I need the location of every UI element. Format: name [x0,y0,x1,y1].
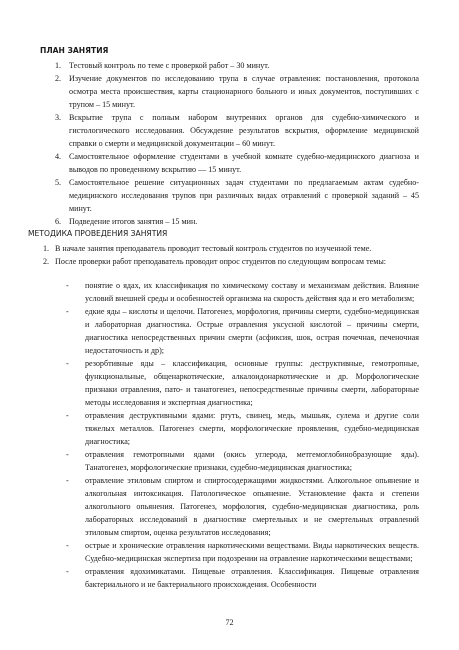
item-text: В начале занятия преподаватель проводит тестовый контроль студентов по изученной теме. [55,244,372,253]
topic-item [55,357,419,409]
page-number: 72 [225,618,234,627]
topic-item [55,279,419,305]
topic-item [55,539,419,565]
item-number: 3. [55,113,62,122]
plan-item [55,176,419,215]
method-list [43,242,419,268]
bullet-dash: - [66,359,69,368]
bullet-dash: - [66,411,69,420]
topic-text: острые и хронические отравления наркотическими веществами. Виды наркотических веществ. Судебно-медицинская экспертиза при подозрении на отравление наркотическими веществами; [85,541,419,563]
topic-text: отравление этиловым спиртом и спиртосодержащими жидкостями. Алкогольное опьянение и алкогольная интоксикация. Патологическое опьянение. Установление факта и степени алкогольного опьянения. Патогенез, морфология, судебно-медицинская диагностика, роль лабораторных исследований в диагностике смертельных и не смертельных отравлений этиловым спиртом, оценка результатов исследования; [85,476,419,537]
topic-text: отравления ядохимикатами. Пищевые отравления. Классификация. Пищевые отравления бактериального и не бактериального происхождения. Особенности [85,567,419,589]
plan-item [55,59,419,72]
plan-item [55,72,419,111]
topic-text: отравления деструктивными ядами: ртуть, свинец, медь, мышьяк, сулема и другие соли тяжелых металлов. Патогенез смерти, морфологические проявления, судебно-медицинская диагностика; [85,411,419,446]
topic-item [55,448,419,474]
bullet-dash: - [66,450,69,459]
item-text: Самостоятельное решение ситуационных задач студентами по предлагаемым актам судебно-медицинского исследования трупов при различных видах отравлений с проверкой заданий – 45 минут. [69,178,419,213]
bullet-dash: - [66,307,69,316]
topic-text: едкие яды – кислоты и щелочи. Патогенез, морфология, причины смерти, судебно-медицинская и лабораторная диагностика. Острые отравления уксусной кислотой – причины смерти, диагностика непосредственных причин смерти (асфиксия, шок, острая почечная, печеночная недостаточность и др); [85,307,419,355]
method-item [43,255,419,268]
topic-item [55,305,419,357]
item-number: 5. [55,178,62,187]
plan-item [55,111,419,150]
item-text: После проверки работ преподаватель проводит опрос студентов по следующим вопросам темы: [55,257,387,266]
plan-item [55,215,419,228]
topic-item [55,474,419,539]
bullet-dash: - [66,541,69,550]
item-text: Изучение документов по исследованию трупа в случае отравления: постановления, протокола осмотра места происшествия, карты стационарного больного и иных документов, поступивших с трупом – 15 минут. [69,74,419,109]
item-number: 2. [43,257,50,266]
item-number: 6. [55,217,62,226]
topic-list [55,279,419,591]
topic-text: понятие о ядах, их классификация по химическому составу и механизмам действия. Влияние условий внешней среды и особенностей организма на скорость действия яда и его метаболизм; [85,281,419,303]
method-heading: МЕТОДИКА ПРОВЕДЕНИЯ ЗАНЯТИЯ [28,229,168,238]
plan-list [55,59,419,228]
plan-item [55,150,419,176]
item-number: 4. [55,152,62,161]
item-number: 1. [43,244,50,253]
item-number: 1. [55,61,62,70]
item-text: Тестовый контроль по теме с проверкой работ – 30 минут. [69,61,270,70]
bullet-dash: - [66,281,69,290]
bullet-dash: - [66,567,69,576]
topic-text: резорбтивные яды – классификация, основные группы: деструктивные, гемотропные, функциональные, общенаркотические, алкалоидонаркотические и др. Морфологические признаки отравления, пато- и танатогенез, непосредственные причины смерти, лабораторные методы исследования и экспертная диагностика; [85,359,419,407]
item-number: 2. [55,74,62,83]
method-item [43,242,419,255]
plan-heading: ПЛАН ЗАНЯТИЯ [40,46,109,55]
item-text: Самостоятельное оформление студентами в учебной комнате судебно-медицинского диагноза и выводов по проведенному вскрытию — 15 минут. [69,152,419,174]
item-text: Подведение итогов занятия – 15 мин. [69,217,198,226]
topic-item [55,565,419,591]
topic-item [55,409,419,448]
topic-text: отравления гемотропными ядами (окись углерода, метгемоглобинобразующие яды). Танатогенез, морфологические признаки, судебно-медицинская диагностика; [85,450,419,472]
item-text: Вскрытие трупа с полным набором внутренних органов для судебно-химического и гистологического исследования. Обсуждение результатов вскрытия, оформление медицинской справки о смерти и медицинской документации – 60 минут. [69,113,419,148]
bullet-dash: - [66,476,69,485]
